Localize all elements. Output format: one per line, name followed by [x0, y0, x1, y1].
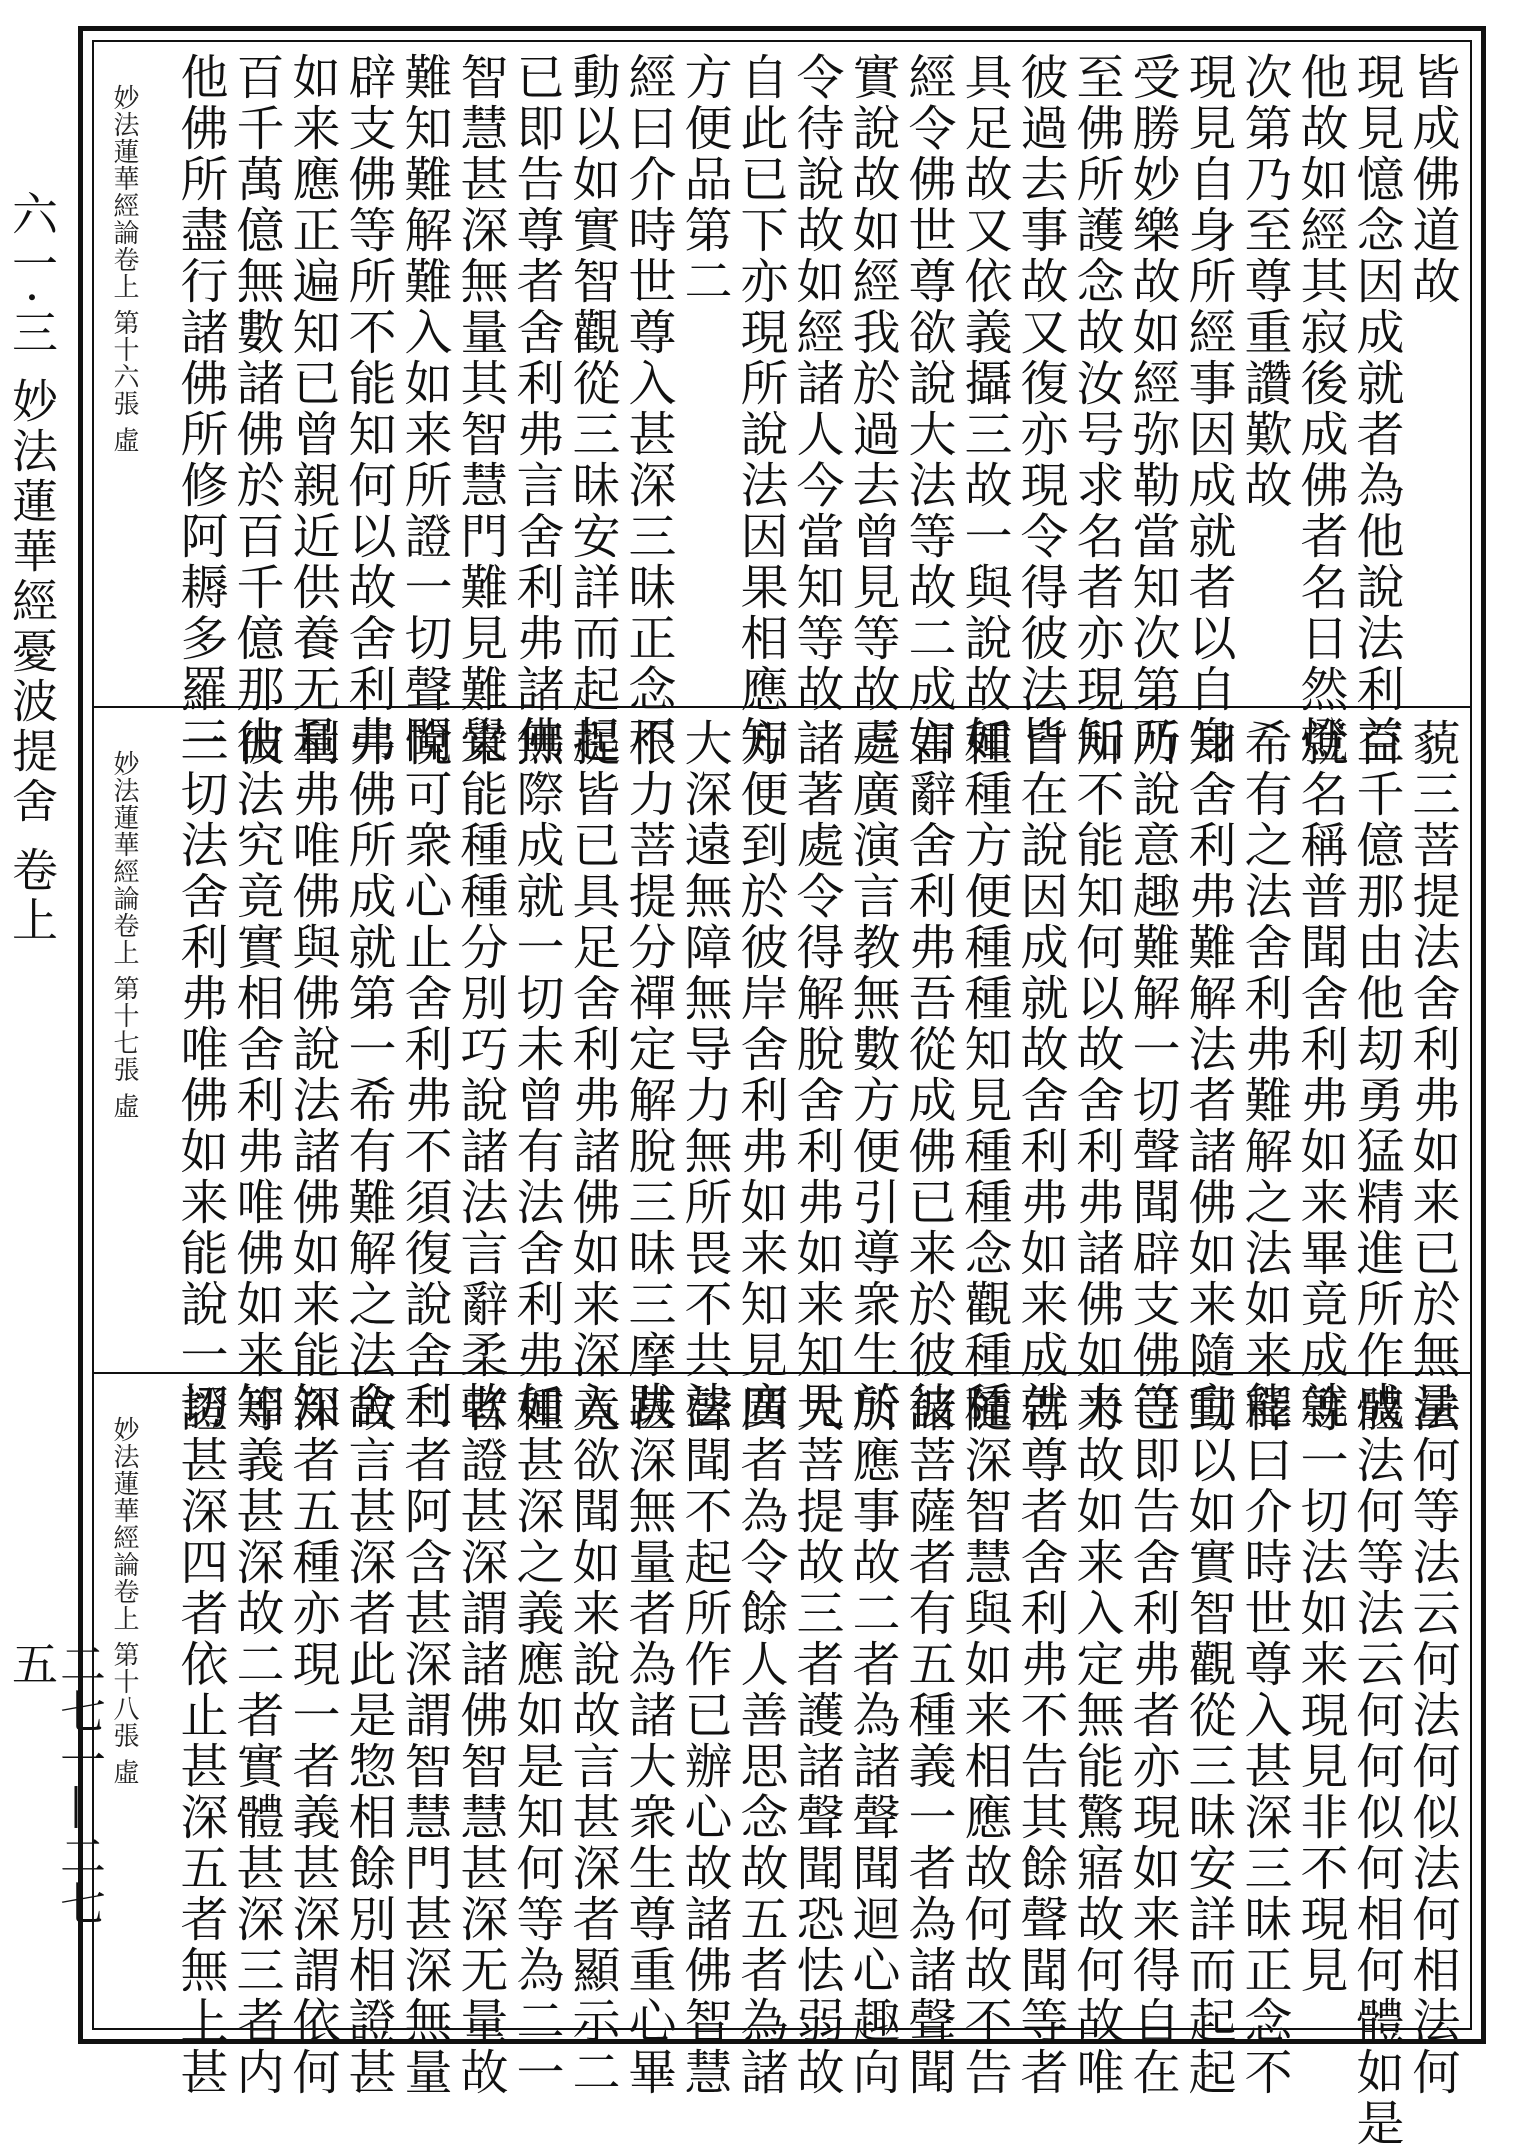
text-column: 所應事故二者為諸聲聞迴心趣向 — [844, 1384, 900, 2098]
text-column: 者證甚深謂諸佛智慧甚深无量故 — [452, 1384, 508, 2098]
text-column: 皆成佛道故 — [1404, 52, 1460, 307]
text-column: 辟支佛等所不能知何以故舍利弗 — [340, 52, 396, 766]
text-column: 自此已下亦現所說法因果相應知 — [732, 52, 788, 766]
text-column: 他佛所盡行諸佛所修阿耨多羅三 — [172, 52, 228, 766]
text-column: 希有之法舍利弗難解之法如来能 — [1236, 718, 1292, 1432]
text-column: 彼過去事故又復亦現令得彼法皆 — [1012, 52, 1068, 766]
text-column: 等一切法如来現見非不現見 — [1292, 1384, 1348, 1996]
text-column: 二者阿含甚深謂智慧門甚深無量 — [396, 1384, 452, 2098]
text-column: 百千億那由他刧勇猛精進所作成 — [1348, 718, 1404, 1432]
text-column: 次第乃至尊重讚歎故 — [1236, 52, 1292, 511]
text-column: 利弗唯佛與佛說法諸佛如来能知 — [284, 718, 340, 1432]
text-column: 經曰介時世尊入甚深三昧正念不 — [620, 52, 676, 766]
text-column: 等義甚深故二者實體甚深三者内 — [228, 1384, 284, 2098]
text-column: 智慧甚深無量其智慧門難見難覺 — [452, 52, 508, 766]
text-column: 他故如經其寂後成佛者名日然燈 — [1292, 52, 1348, 766]
text-column: 諸著處令得解脫舍利弗如来知見 — [788, 718, 844, 1432]
page-number-range: 二七一—二七五 — [5, 1640, 107, 1928]
text-column: 隨深智慧與如来相應故何故不告 — [956, 1384, 1012, 2098]
text-column: 已即告尊者舍利弗言舍利弗諸佛 — [508, 52, 564, 766]
text-column: 動以如實智觀從三昧安詳而起起 — [1180, 1384, 1236, 2098]
text-column: 諸菩薩者有五種義一者為諸聲聞 — [900, 1384, 956, 2098]
text-column: 百千萬億無數諸佛於百千億那由 — [228, 52, 284, 766]
left-margin — [5, 170, 107, 1950]
running-title: 六一·三 妙法蓮華經憂波提舍 卷上 — [5, 190, 59, 946]
text-column: 彼法究竟實相舍利弗唯佛如来知 — [228, 718, 284, 1432]
text-column: 大菩提故三者護諸聲聞恐怯弱故 — [788, 1384, 844, 2098]
text-column: 動以如實智觀從三昧安詳而起起 — [564, 52, 620, 766]
text-column: 来能種種分別巧說諸法言辭柔軟 — [452, 718, 508, 1432]
text-column: 所不能知何以故舍利弗諸佛如来 — [1068, 718, 1124, 1432]
text-column: 證甚深四者依止甚深五者無上甚 — [172, 1384, 228, 2098]
text-column: 一切法舍利弗唯佛如来能說一切 — [172, 718, 228, 1432]
text-column: 故言甚深者此是惣相餘別相證甚 — [340, 1384, 396, 2098]
text-column: 告尊者舍利弗不告其餘聲聞等者 — [1012, 1384, 1068, 2098]
text-column: 經令佛世尊欲說大法等故二成如 — [900, 52, 956, 766]
text-column: 知舍利弗難解法者諸佛如来隨宜 — [1180, 718, 1236, 1432]
text-column: 四者為令餘人善思念故五者為諸 — [732, 1384, 788, 2098]
text-column: 方便品第二 — [676, 52, 732, 307]
text-column: 提皆已具足舍利弗諸佛如来深入 — [564, 718, 620, 1432]
text-column: 力故如来入定無能驚寤故何故唯 — [1068, 1384, 1124, 2098]
block-footnote: 妙法蓮華經論卷上 第十七張 虛 — [109, 750, 139, 1120]
block-footnote: 妙法蓮華經論卷上 第十八張 虛 — [109, 1416, 139, 1786]
text-column: 聲聞不起所作已辦心故諸佛智慧 — [676, 1384, 732, 2098]
text-column: 釋曰介時世尊入甚深三昧正念不 — [1236, 1384, 1292, 2098]
text-column: 弗佛所成就第一希有難解之法舍 — [340, 718, 396, 1432]
text-column: 甚深無量者為諸大衆生尊重心畢 — [620, 1384, 676, 2098]
text-column: 至佛所護念故汝号求名者亦現知 — [1068, 52, 1124, 766]
text-column: 受勝妙樂故如經弥勒當知次第乃 — [1124, 52, 1180, 766]
text-column: 具足故又依義攝三故一與說故如 — [956, 52, 1012, 766]
text-column: 悅可衆心止舍利弗不須復說舍利 — [396, 718, 452, 1432]
text-column: 現見憶念因成就者為他說法利益 — [1348, 52, 1404, 766]
text-column: 深者五種亦現一者義甚深謂依何 — [284, 1384, 340, 2098]
text-column: 已即告舍利弗者亦現如来得自在 — [1124, 1384, 1180, 2098]
text-column: 竟欲聞如来說故言甚深者顯示二 — [564, 1384, 620, 2098]
text-column: 種甚深之義應如是知何等為二一 — [508, 1384, 564, 2098]
text-column: 所說意趣難解一切聲聞辟支佛等 — [1124, 718, 1180, 1432]
text-column: 令待說故如經諸人今當知等故 — [788, 52, 844, 715]
text-column: 根力菩提分禪定解脫三昧三摩跋 — [620, 718, 676, 1432]
text-column: 言辭舍利弗吾從成佛已来於彼彼 — [900, 718, 956, 1432]
text-column: 就名稱普聞舍利弗如来畢竟成就 — [1292, 718, 1348, 1432]
text-column: 自在說因成就故舍利弗如来成就 — [1012, 718, 1068, 1432]
text-panel-1 — [96, 44, 1468, 766]
text-column: 藐三菩提法舍利弗如来已於無量 — [1404, 718, 1460, 1432]
text-column: 如来應正遍知已曾親近供養无量 — [284, 52, 340, 766]
text-column: 現見自身所經事因成就者以自身 — [1180, 52, 1236, 766]
text-column: 大深遠無障無导力無所畏不共法 — [676, 718, 732, 1432]
text-column: 無際成就一切未曾有法舍利弗如 — [508, 718, 564, 1432]
text-column: 處廣演言教無數方便引導衆生於 — [844, 718, 900, 1432]
block-footnote: 妙法蓮華經論卷上 第十六張 虛 — [109, 84, 139, 454]
text-column: 體法何等法云何何似何相何體如是 — [1348, 1384, 1404, 2149]
text-column: 法何等法云何法何似法何相法何 — [1404, 1384, 1460, 2098]
text-column: 方便到於彼岸舍利弗如来知見廣 — [732, 718, 788, 1432]
text-column: 難知難解難入如来所證一切聲聞 — [396, 52, 452, 766]
text-panel-2 — [96, 710, 1468, 1432]
text-panel-3 — [96, 1376, 1468, 2149]
text-column: 實說故如經我於過去曾見等故三 — [844, 52, 900, 766]
text-column: 種種方便種種知見種種念觀種種 — [956, 718, 1012, 1432]
